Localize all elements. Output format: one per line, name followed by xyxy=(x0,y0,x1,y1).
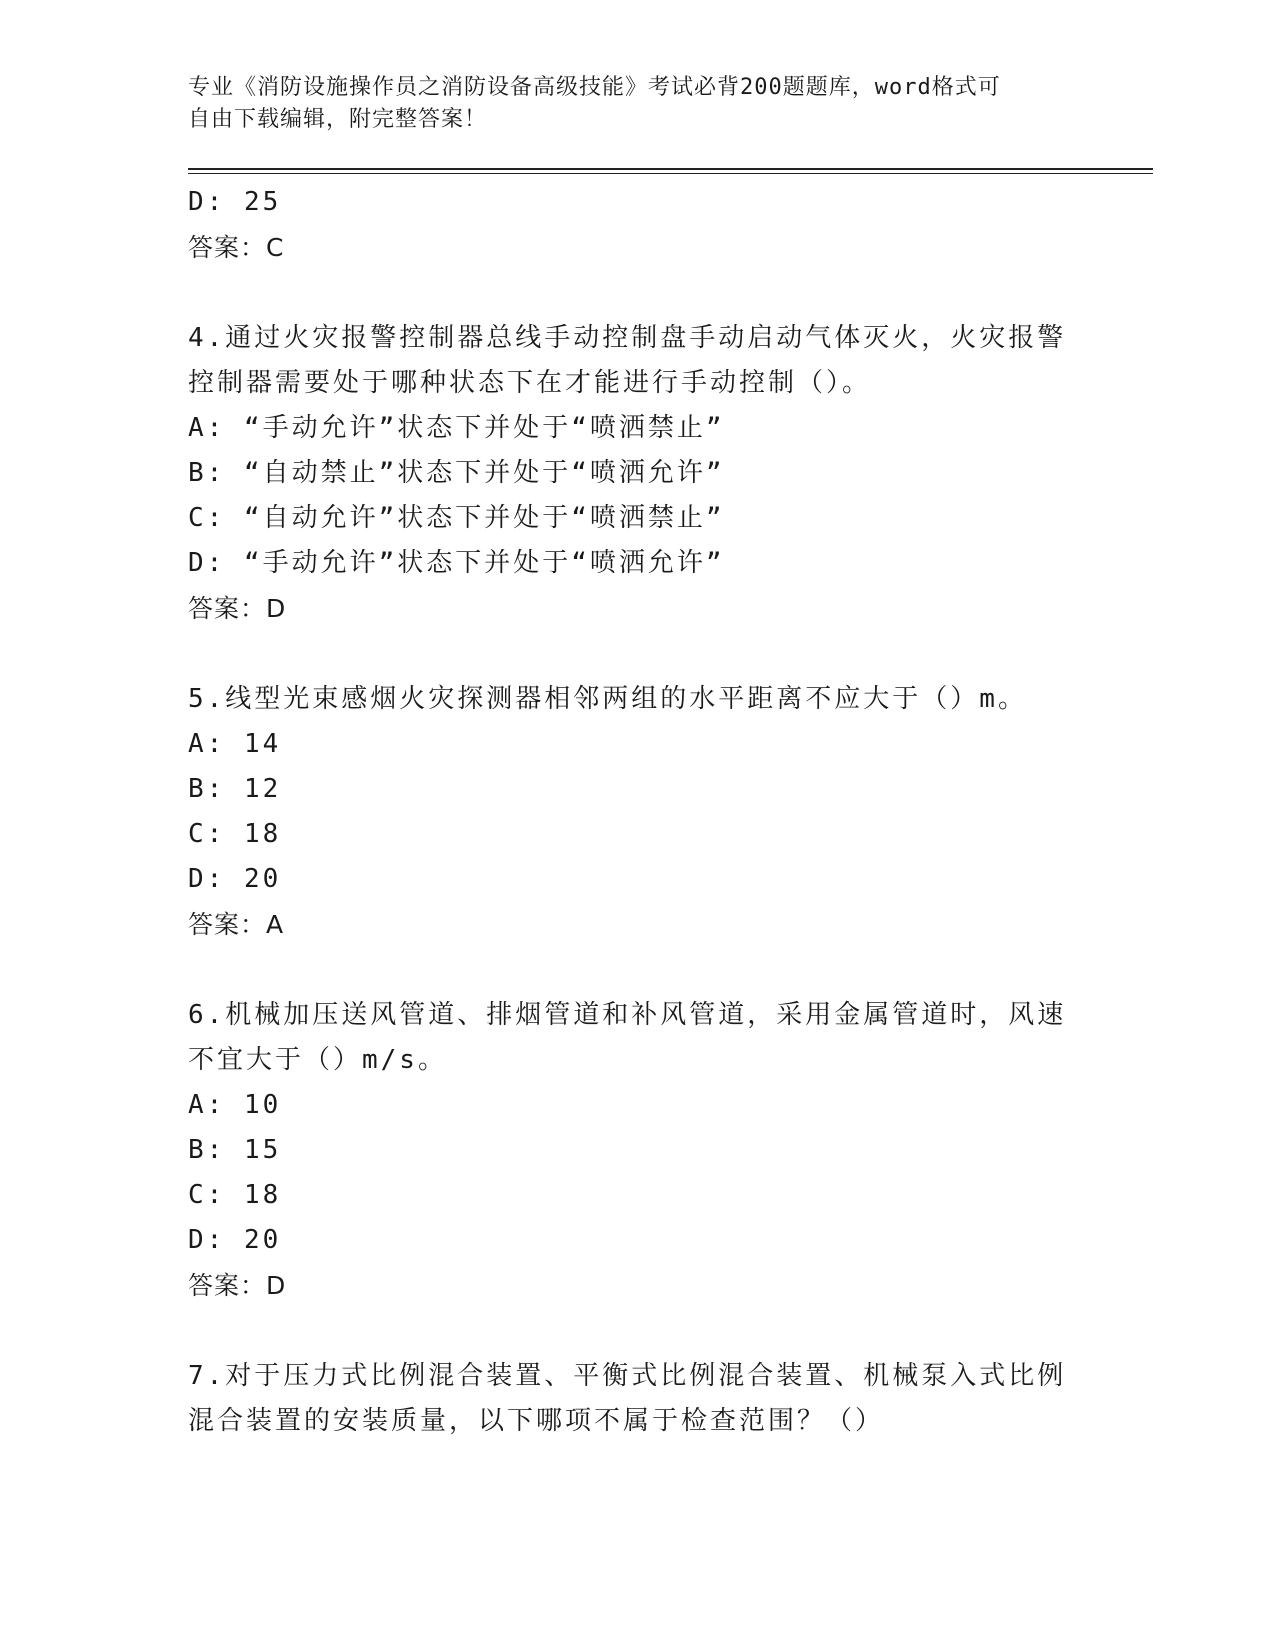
question-7 xyxy=(188,1354,1153,1444)
question-6 xyxy=(188,993,1153,1308)
question-stem: 不宜大于（）m/s。 xyxy=(188,1045,447,1075)
option-d: D: 25 xyxy=(188,187,282,217)
header-line-1: 专业《消防设施操作员之消防设备高级技能》考试必背200题题库，word格式可 xyxy=(188,75,1001,100)
option-c: C: 18 xyxy=(188,819,282,849)
option-a: A: “手动允许”状态下并处于“喷洒禁止” xyxy=(188,413,725,443)
option-d: D: 20 xyxy=(188,1225,282,1255)
option-a: A: 10 xyxy=(188,1090,282,1120)
document-header xyxy=(188,72,1058,136)
option-b: B: 12 xyxy=(188,774,282,804)
option-c: C: 18 xyxy=(188,1180,282,1210)
answer-line: 答案：A xyxy=(188,910,285,939)
option-c: C: “自动允许”状态下并处于“喷洒禁止” xyxy=(188,503,725,533)
question-stem: 6.机械加压送风管道、排烟管道和补风管道，采用金属管道时，风速 xyxy=(188,1000,1067,1030)
option-d: D: 20 xyxy=(188,864,282,894)
question-stem: 控制器需要处于哪种状态下在才能进行手动控制（）。 xyxy=(188,368,872,398)
answer-line: 答案：D xyxy=(188,1271,287,1300)
question-stem: 5.线型光束感烟火灾探测器相邻两组的水平距离不应大于（）m。 xyxy=(188,684,1027,714)
document-page xyxy=(188,72,1153,1444)
question-stem: 混合装置的安装质量，以下哪项不属于检查范围？（） xyxy=(188,1406,885,1436)
option-b: B: “自动禁止”状态下并处于“喷洒允许” xyxy=(188,458,725,488)
option-b: B: 15 xyxy=(188,1135,282,1165)
question-stem: 4.通过火灾报警控制器总线手动控制盘手动启动气体灭火，火灾报警 xyxy=(188,323,1067,353)
header-line-2: 自由下载编辑，附完整答案！ xyxy=(188,107,488,132)
header-divider xyxy=(188,168,1153,174)
question-stem: 7.对于压力式比例混合装置、平衡式比例混合装置、机械泵入式比例 xyxy=(188,1361,1067,1391)
answer-line: 答案：C xyxy=(188,233,285,262)
option-a: A: 14 xyxy=(188,729,282,759)
answer-line: 答案：D xyxy=(188,594,287,623)
question-4 xyxy=(188,316,1153,631)
question-3-tail xyxy=(188,180,1153,270)
option-d: D: “手动允许”状态下并处于“喷洒允许” xyxy=(188,548,725,578)
question-5 xyxy=(188,677,1153,947)
